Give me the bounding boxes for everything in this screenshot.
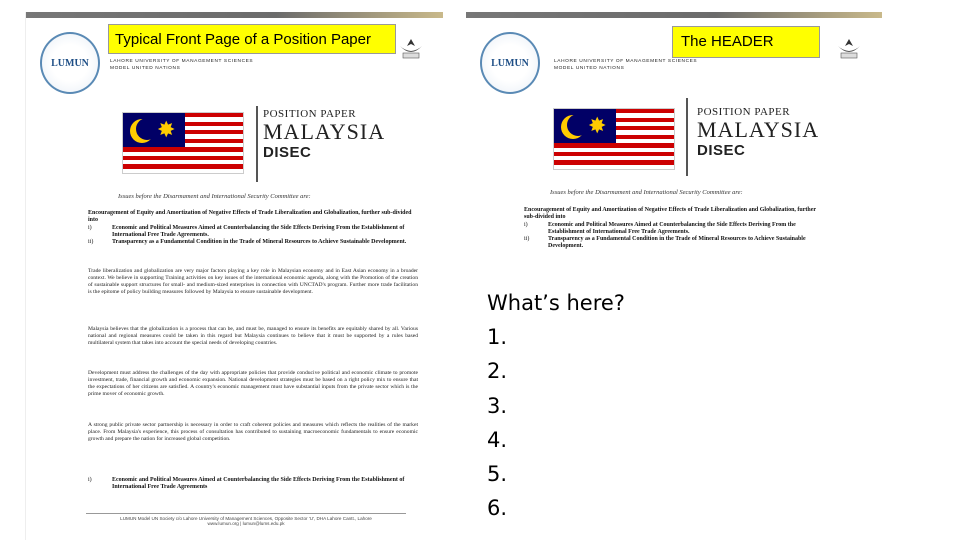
topic-i-number: i) — [88, 224, 92, 231]
lumun-seal-icon — [40, 32, 100, 94]
lumun-crest-icon — [396, 36, 426, 62]
seal-text: LUMUN — [51, 57, 89, 69]
university-line-1: LAHORE UNIVERSITY OF MANAGEMENT SCIENCES — [110, 59, 254, 64]
question-item: 6. — [487, 496, 508, 521]
malaysia-flag-icon: ✸ — [553, 108, 675, 170]
university-name — [110, 58, 253, 72]
paragraph-1: Trade liberalization and globalization are very major factors playing a key role in Malaysian economy and in East Asian economy in a broader context. We believe in supporting Training activities on key issues of the international economic agenda, along with the Promotion of the creation of sustainable support structures for small- and medium-sized enterprises in connection with UNCTAD's program. Further more trade facilitation is the epitome of policy building measures followed by Malaysia to ensure sustainable development. — [88, 268, 418, 296]
position-paper-page-left — [25, 12, 443, 540]
malaysia-flag-icon: ✸ — [122, 112, 244, 174]
topic-main: Encouragement of Equity and Amortization of Negative Effects of Trade Liberalization and Globalization, further sub-divided into — [524, 207, 816, 221]
committee-name: DISEC — [697, 142, 746, 159]
seal-text: LUMUN — [491, 57, 529, 69]
title-block — [263, 108, 385, 161]
divider-line — [256, 106, 258, 182]
committee-name: DISEC — [263, 144, 312, 161]
question-title: What’s here? — [487, 291, 625, 315]
question-item: 3. — [487, 393, 508, 418]
topic-list — [88, 210, 418, 246]
paragraph-3: Development must address the challenges of the day with appropriate policies that provide conducive political and economic climate to promote investment, trade, financial growth and economic expansion. National development strategies must be based on a right policy mix to ensure that the expectations of her citizens are satisfied. A country's economic management must have substantial inputs from the private sector which is the prime mover of economic growth. — [88, 370, 418, 398]
country-name: MALAYSIA — [263, 119, 386, 144]
issues-line: Issues before the Disarmament and International Security Committee are: — [118, 193, 311, 200]
topic-ii-number: ii) — [524, 236, 530, 243]
topic-ii: Transparency as a Fundamental Condition in the Trade of Mineral Resources to Achieve Sustainable Development. — [112, 239, 407, 246]
lumun-seal-icon — [480, 32, 540, 94]
question-item: 4. — [487, 427, 508, 452]
university-name — [554, 58, 697, 72]
country-name: MALAYSIA — [697, 117, 820, 142]
university-line-2: MODEL UNITED NATIONS — [110, 66, 181, 71]
question-list — [487, 286, 625, 525]
sub-heading-number: i) — [88, 477, 92, 483]
title-block — [697, 106, 819, 159]
question-item: 1. — [487, 325, 508, 350]
header-bar — [466, 12, 882, 18]
paragraph-2: Malaysia believes that the globalization is a process that can be, and must be, managed to ensure its benefits are equitably shared by all. Various national and regional measures could be taken in this regard but Malaysia continues to believe that it must be supported by a rules based multilateral system that takes into account the special needs of developing countries. — [88, 326, 418, 347]
lumun-crest-icon — [834, 36, 864, 62]
footer-contact: www.lumun.org | lumun@lums.edu.pk — [207, 521, 285, 526]
position-paper-label: POSITION PAPER — [263, 108, 357, 120]
question-item: 2. — [487, 359, 508, 384]
footer-rule — [86, 513, 406, 514]
topic-list — [524, 207, 824, 251]
footer-address: LUMUN Model UN Society c/o Lahore University of Management Sciences, Opposite Sector 'U', DHA Lahore Cantt., Lahore — [120, 516, 372, 521]
topic-i: Economic and Political Measures Aimed at Counterbalancing the Side Effects Deriving From the Establishment of International Free Trade Agreements. — [548, 221, 796, 235]
university-line-1: LAHORE UNIVERSITY OF MANAGEMENT SCIENCES — [554, 59, 698, 64]
topic-main: Encouragement of Equity and Amortization of Negative Effects of Trade Liberalization and Globalization, further sub-divided into — [88, 210, 412, 224]
header-bar — [26, 12, 443, 18]
footer — [86, 516, 406, 526]
header-callout-text: The HEADER — [681, 33, 774, 50]
topic-ii-number: ii) — [88, 239, 94, 246]
sub-heading-text: Economic and Political Measures Aimed at Counterbalancing the Side Effects Deriving From the Establishment of International Free Trade Agreements — [112, 477, 405, 491]
question-item: 5. — [487, 462, 508, 487]
divider-line — [686, 98, 688, 176]
issues-line: Issues before the Disarmament and International Security Committee are: — [550, 189, 743, 196]
topic-i-number: i) — [524, 221, 528, 228]
topic-i: Economic and Political Measures Aimed at Counterbalancing the Side Effects Deriving From the Establishment of International Free Trade Agreements. — [112, 224, 405, 238]
university-line-2: MODEL UNITED NATIONS — [554, 66, 625, 71]
front-page-callout-text: Typical Front Page of a Position Paper — [115, 31, 371, 48]
topic-ii: Transparency as a Fundamental Condition in the Trade of Mineral Resources to Achieve Sustainable Development. — [548, 236, 806, 250]
header-callout — [672, 26, 820, 58]
front-page-callout — [108, 24, 396, 54]
position-paper-label: POSITION PAPER — [697, 106, 791, 118]
sub-heading — [88, 477, 418, 492]
paragraph-4: A strong public private sector partnership is necessary in order to craft coherent policies and measures which reflects the realities of the market place. From Malaysia's experience, this process of consultation has contributed to sustaining macroeconomic fundamentals to ensure economic growth and prepare the nation for increased global competition. — [88, 422, 418, 443]
